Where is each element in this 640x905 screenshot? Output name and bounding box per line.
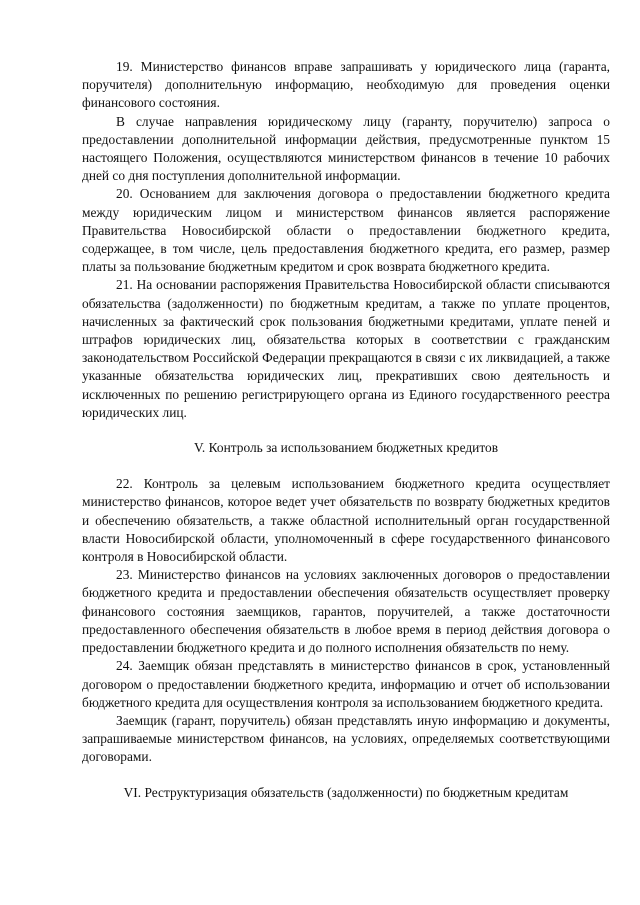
paragraph-23: 23. Министерство финансов на условиях заключенных договоров о предоставлении бюджетного кредита и предоставлении обеспечения обязательств осуществляет проверку финансового состояния заемщиков, гарантов, поручителей, а также достаточности предоставленного обеспечения обязательств в любое время в период действия договора о предоставлении бюджетного кредита и до полного исполнения обязательств по нему.	[82, 567, 610, 656]
paragraph-19-continued: В случае направления юридическому лицу (гаранту, поручителю) запроса о предоставлении дополнительной информации действия, предусмотренные пунктом 15 настоящего Положения, осуществляются министерством финансов в течение 10 рабочих дней со дня поступления дополнительной информации.	[82, 113, 610, 184]
paragraph-24: 24. Заемщик обязан представлять в министерство финансов в срок, установленный договором о предоставлении бюджетного кредита, информацию и отчет об использовании бюджетного кредита для осуществления контроля за использованием бюджетного кредита.	[82, 658, 610, 710]
document-page	[82, 58, 610, 802]
paragraph-22: 22. Контроль за целевым использованием бюджетного кредита осуществляет министерство финансов, которое ведет учет обязательств по возврату бюджетных кредитов и обеспечению обязательств, а также областной исполнительный орган государственной власти Новосибирской области, уполномоченный в сфере государственного финансового контроля в Новосибирской области.	[82, 476, 610, 565]
paragraph-24-continued: Заемщик (гарант, поручитель) обязан представлять иную информацию и документы, запрашиваемые министерством финансов, на условиях, определяемых соответствующими договорами.	[82, 712, 610, 765]
section-v-heading: V. Контроль за использованием бюджетных кредитов	[193, 440, 499, 456]
paragraph-19: 19. Министерство финансов вправе запрашивать у юридического лица (гаранта, поручителя) дополнительную информацию, необходимую для проведения оценки финансового состояния.	[82, 59, 610, 111]
paragraph-20: 20. Основанием для заключения договора о предоставлении бюджетного кредита между юридическим лицом и министерством финансов является распоряжение Правительства Новосибирской области о предоставлении бюджетного кредита, содержащее, в том числе, цель предоставления бюджетного кредита, его размер, размер платы за пользование бюджетным кредитом и срок возврата бюджетного кредита.	[82, 186, 610, 275]
paragraph-21: 21. На основании распоряжения Правительства Новосибирской области списываются обязательства (задолженности) по бюджетным кредитам, а также по уплате процентов, начисленных за фактический срок пользования бюджетными кредитами, уплате пеней и штрафов юридических лиц, обязательства которых в соответствии с гражданским законодательством Российской Федерации прекращаются в связи с их ликвидацией, а также указанные обязательства юридических лиц, прекративших свою деятельность и исключенных по решению регистрирующего органа из Единого государственного реестра юридических лиц.	[82, 277, 610, 420]
section-vi-heading: VI. Реструктуризация обязательств (задолженности) по бюджетным кредитам	[123, 784, 569, 800]
